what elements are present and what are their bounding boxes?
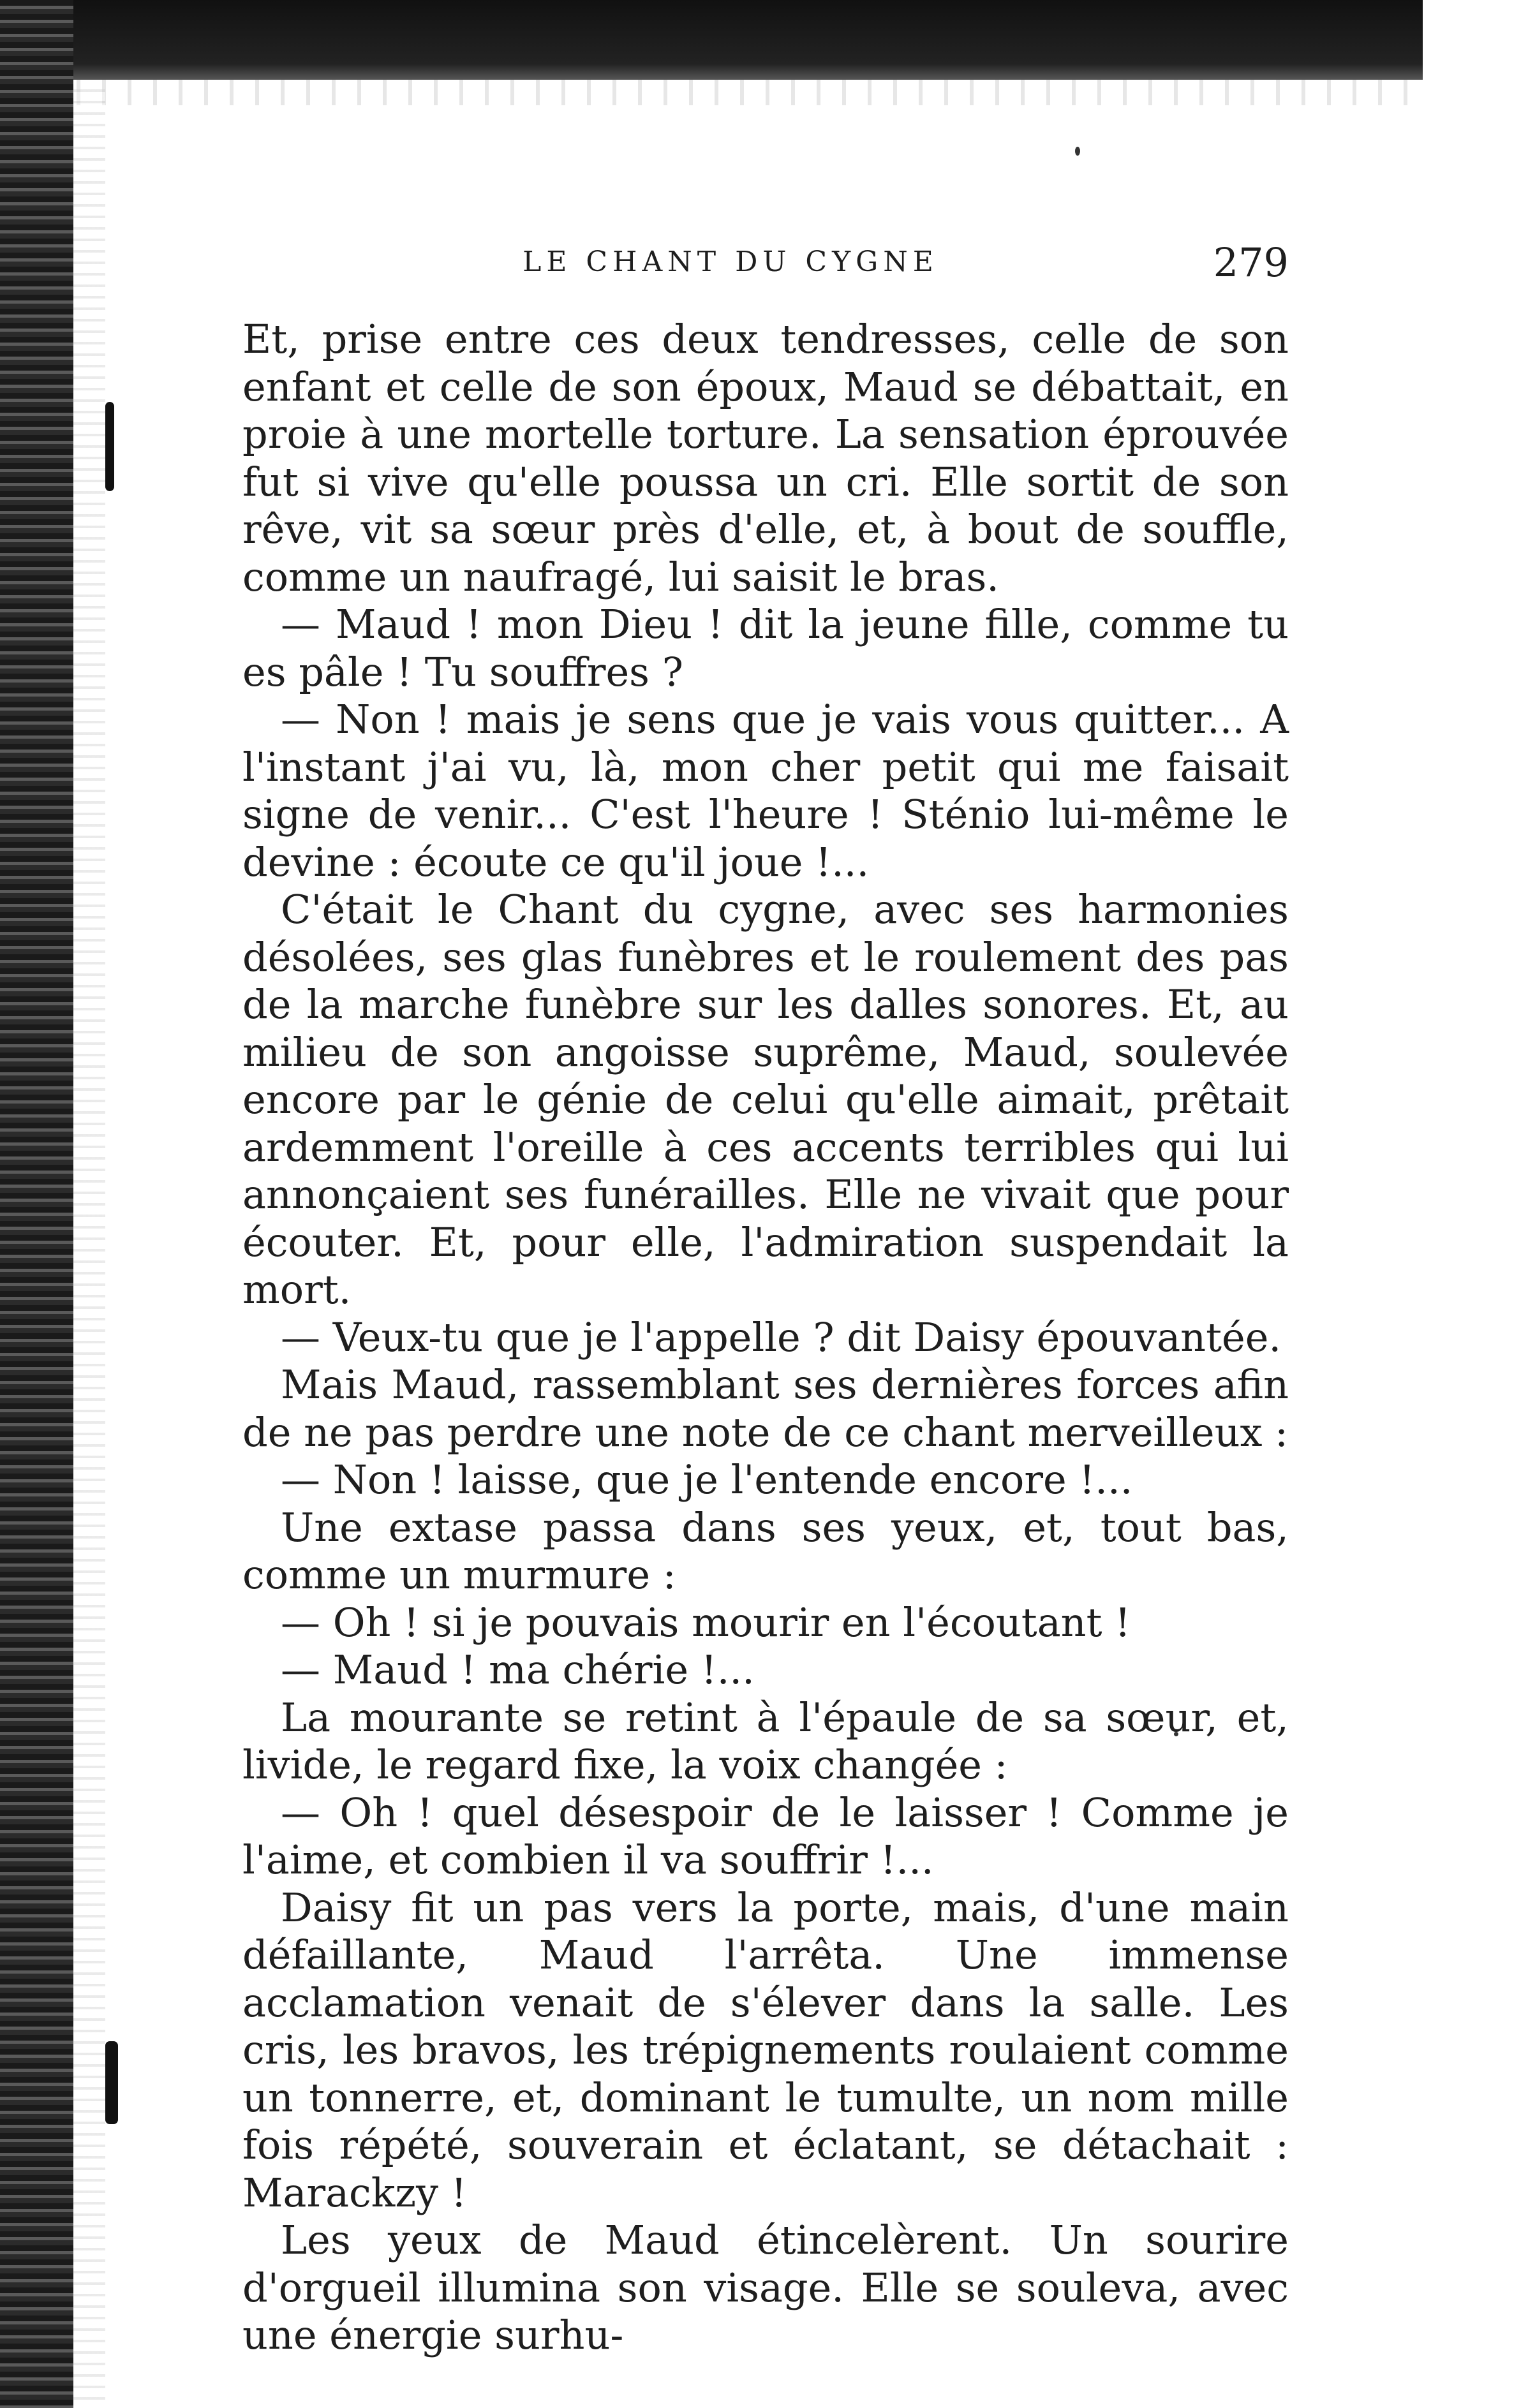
paragraph: Et, prise entre ces deux tendresses, celle de son enfant et celle de son époux, Maud se débattait, en proie à une mortelle torture. La sensation éprouvée fut si vive qu'elle poussa un cri. Elle sortit de son rêve, vit sa sœur près d'elle, et, à bout de souffle, comme un naufragé, lui saisit le bras.: [242, 316, 1289, 600]
scan-top-noise: [0, 80, 1423, 105]
paragraph: C'était le Chant du cygne, avec ses harmonies désolées, ses glas funèbres et le roulement des pas de la marche funèbre sur les dalles sonores. Et, au milieu de son angoisse suprême, Maud, soulevée encore par le génie de celui qu'elle aimait, prêtait ardemment l'oreille à ces accents terribles qui lui annonçaient ses funérailles. Elle ne vivait que pour écouter. Et, pour elle, l'admiration suspendait la mort.: [242, 886, 1289, 1313]
paragraph: Les yeux de Maud étincelèrent. Un sourire d'orgueil illumina son visage. Elle se souleva, avec une énergie surhu-: [242, 2217, 1289, 2358]
running-head: [242, 239, 1289, 297]
page-number: 279: [1213, 239, 1289, 286]
paragraph: La mourante se retint à l'épaule de sa sœur, et, livide, le regard fixe, la voix changée :: [242, 1694, 1289, 1788]
paragraph: — Veux-tu que je l'appelle ? dit Daisy épouvantée.: [281, 1313, 1282, 1361]
scan-speck: [1075, 147, 1080, 156]
paragraph: Une extase passa dans ses yeux, et, tout bas, comme un murmure :: [242, 1503, 1289, 1598]
paragraph: Mais Maud, rassemblant ses dernières forces afin de ne pas perdre une note de ce chant merveilleux :: [242, 1361, 1289, 1456]
scan-top-border: [0, 0, 1423, 80]
paragraph: Daisy fit un pas vers la porte, mais, d'une main défaillante, Maud l'arrêta. Une immense acclamation venait de s'élever dans la salle. Les cris, les bravos, les trépignements roulaient comme un tonnerre, et, dominant le tumulte, un nom mille fois répété, souverain et éclatant, se détachait : Marackzy !: [242, 1884, 1289, 2216]
body-text: [242, 316, 1289, 2360]
paragraph: — Oh ! si je pouvais mourir en l'écoutant !: [281, 1599, 1131, 1646]
paragraph: — Maud ! mon Dieu ! dit la jeune fille, comme tu es pâle ! Tu souffres ?: [242, 601, 1289, 695]
scan-left-border: [0, 0, 73, 2408]
paragraph: — Non ! mais je sens que je vais vous quitter... A l'instant j'ai vu, là, mon cher petit qui me faisait signe de venir... C'est l'heure ! Sténio lui-même le devine : écoute ce qu'il joue !...: [242, 696, 1289, 885]
book-page: [242, 239, 1289, 2360]
paragraph: — Non ! laisse, que je l'entende encore !...: [281, 1456, 1133, 1503]
paragraph: — Oh ! quel désespoir de le laisser ! Comme je l'aime, et combien il va souffrir !...: [242, 1789, 1289, 1883]
scan-mark: [105, 402, 114, 491]
scan-left-noise: [73, 89, 105, 2408]
scan-mark: [105, 2041, 118, 2124]
paragraph: — Maud ! ma chérie !...: [281, 1646, 755, 1693]
running-title: LE CHANT DU CYGNE: [523, 246, 938, 278]
